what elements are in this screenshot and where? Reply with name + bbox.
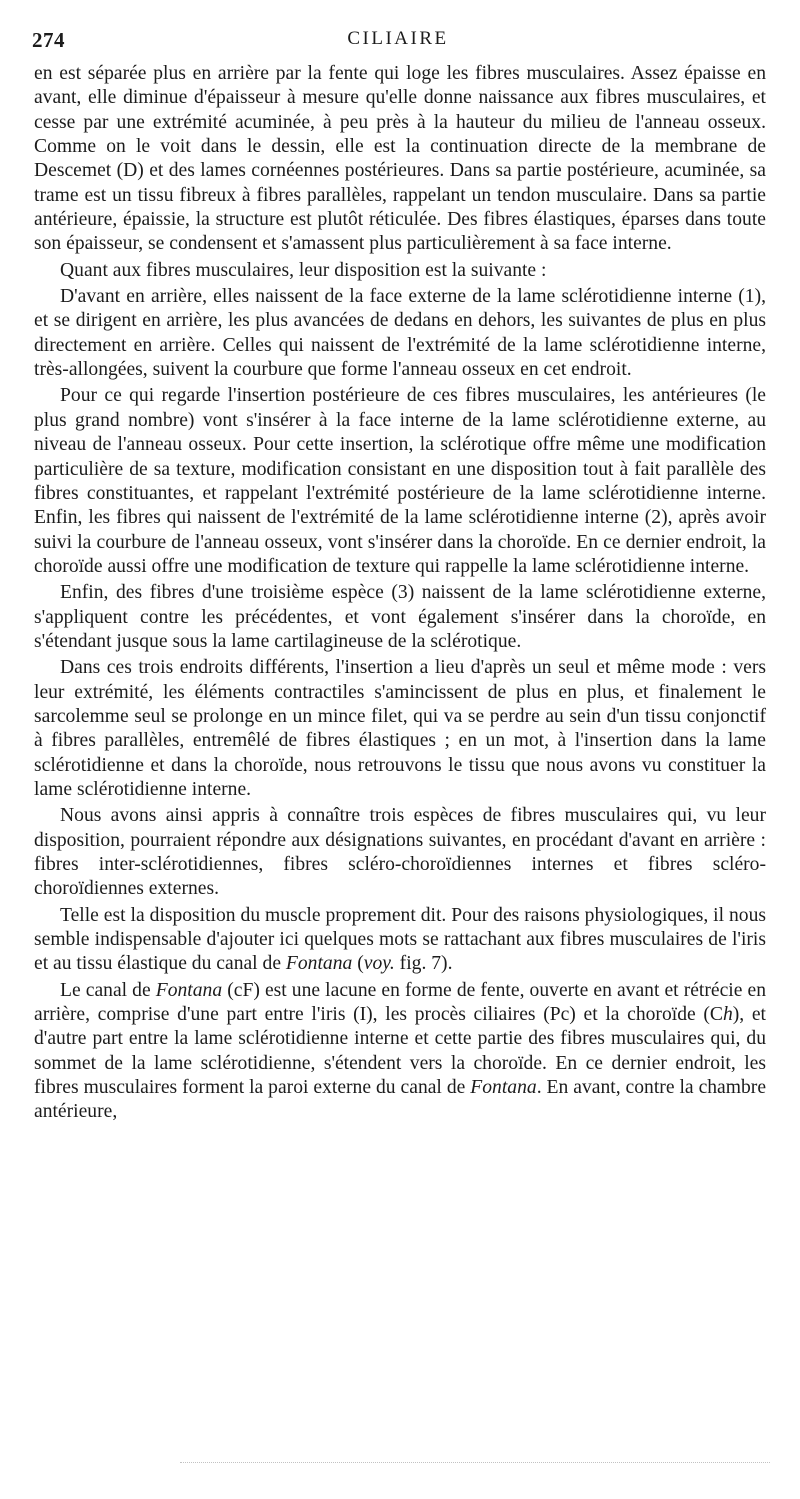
text-run: . En avant, contre la chambre antérieure,: [34, 1077, 767, 1123]
footer-scan-artifact: [180, 1462, 770, 1466]
italic-abbrev: voy.: [363, 953, 395, 975]
paragraph: Enfin, des fibres d'une troisième espèce (3) naissent de la lame sclérotidienne externe, s'appliquent contre les précédentes, et vont également s'insérer dans la choroïde, en s'étendant jusque sous la lame cartilagineuse de la sclérotique.: [34, 582, 766, 652]
text-run: fig. 7).: [394, 953, 453, 975]
paragraph: en est séparée plus en arrière par la fente qui loge les fibres musculaires. Assez épaisse en avant, elle diminue d'épaisseur à mesure qu'elle donne naissance aux fibres musculaires, et cesse par une extrémité acuminée, à peu près à la hauteur du milieu de l'anneau osseux. Comme on le voit dans le dessin, elle est la continuation directe de la membrane de Descemet (D) et des lames cornéennes postérieures. Dans sa partie postérieure, acuminée, sa trame est un tissu fibreux à fibres parallèles, rappelant un tendon musculaire. Dans sa partie antérieure, épaissie, la structure est plutôt réticulée. Des fibres élastiques, éparses dans toute son épaisseur, se condensent et s'amassent plus particulièrement à sa face interne.: [34, 63, 766, 255]
text-run: Le canal de: [60, 979, 156, 1001]
paragraph: [34, 904, 766, 977]
paragraph: D'avant en arrière, elles naissent de la face externe de la lame sclérotidienne interne (1), et se dirigent en arrière, les plus avancées de dedans en dehors, les suivantes de plus en plus directement en arrière. Celles qui naissent de l'extrémité de la lame sclérotidienne interne, très-allongées, suivent la courbure que forme l'anneau osseux en cet endroit.: [34, 286, 766, 381]
paragraph: Nous avons ainsi appris à connaître trois espèces de fibres musculaires qui, vu leur disposition, pourraient répondre aux désignations suivantes, en procédant d'avant en arrière : fibres inter-sclérotidiennes, fibres scléro-choroïdiennes internes et fibres scléro-choroïdiennes externes.: [34, 805, 766, 900]
paragraph: Dans ces trois endroits différents, l'insertion a lieu d'après un seul et même mode : vers leur extrémité, les éléments contractiles s'amincissent de plus en plus, et finalement le sarcolemme seul se prolonge en un mince filet, qui va se perdre au sein d'un tissu conjonctif à fibres parallèles, entremêlé de fibres élastiques ; en un mot, à l'insertion dans la lame sclérotidienne et dans la choroïde, nous retrouvons le tissu que nous avons vu constituer la lame sclérotidienne interne.: [34, 657, 766, 800]
text-run: Telle est la disposition du muscle proprement dit. Pour des raisons physiologiques, il nous semble indispensable d'ajouter ici quelques mots se rattachant aux fibres musculaires de l'iris et au tissu élastique du canal de: [34, 904, 766, 975]
running-head: CILIAIRE: [347, 28, 449, 49]
text-run: (cF) est une lacune en forme de fente, ouverte en avant et rétrécie en arrière, comprise d'une part entre l'iris (I), les procès ciliaires (Pc) et la choroïde (C: [34, 979, 766, 1026]
italic-name: Fontana: [155, 979, 223, 1001]
body-text: [34, 62, 766, 1125]
paragraph: Pour ce qui regarde l'insertion postérieure de ces fibres musculaires, les antérieures (le plus grand nombre) vont s'insérer à la face interne de la lame sclérotidienne externe, au niveau de l'anneau osseux. Pour cette insertion, la sclérotique offre même une modification particulière de sa texture, modification consistant en une disposition tout à fait parallèle des fibres constituantes, et rappelant l'extrémité postérieure de la lame sclérotidienne interne. Enfin, les fibres qui naissent de l'extrémité de la lame sclérotidienne interne (2), après avoir suivi la courbure de l'anneau osseux, vont s'insérer dans la choroïde. En ce dernier endroit, la choroïde aussi offre une modification de texture qui rappelle la lame sclérotidienne interne.: [34, 385, 766, 577]
page-header: [32, 28, 764, 54]
paragraph: Quant aux fibres musculaires, leur disposition est la suivante :: [60, 259, 547, 281]
text-run: (: [352, 953, 364, 975]
italic-letter: h: [722, 1004, 733, 1026]
italic-name: Fontana: [285, 953, 353, 975]
italic-name: Fontana: [470, 1077, 537, 1099]
paragraph: [34, 979, 766, 1125]
text-run: ), et d'autre part entre la lame sclérotidienne interne et cette partie des fibres musculaires qui, du sommet de la lame sclérotidienne, s'étendent vers la choroïde. En ce dernier endroit, les fibres musculaires forment la paroi externe du canal de: [34, 1004, 766, 1099]
page-number: 274: [32, 28, 65, 52]
